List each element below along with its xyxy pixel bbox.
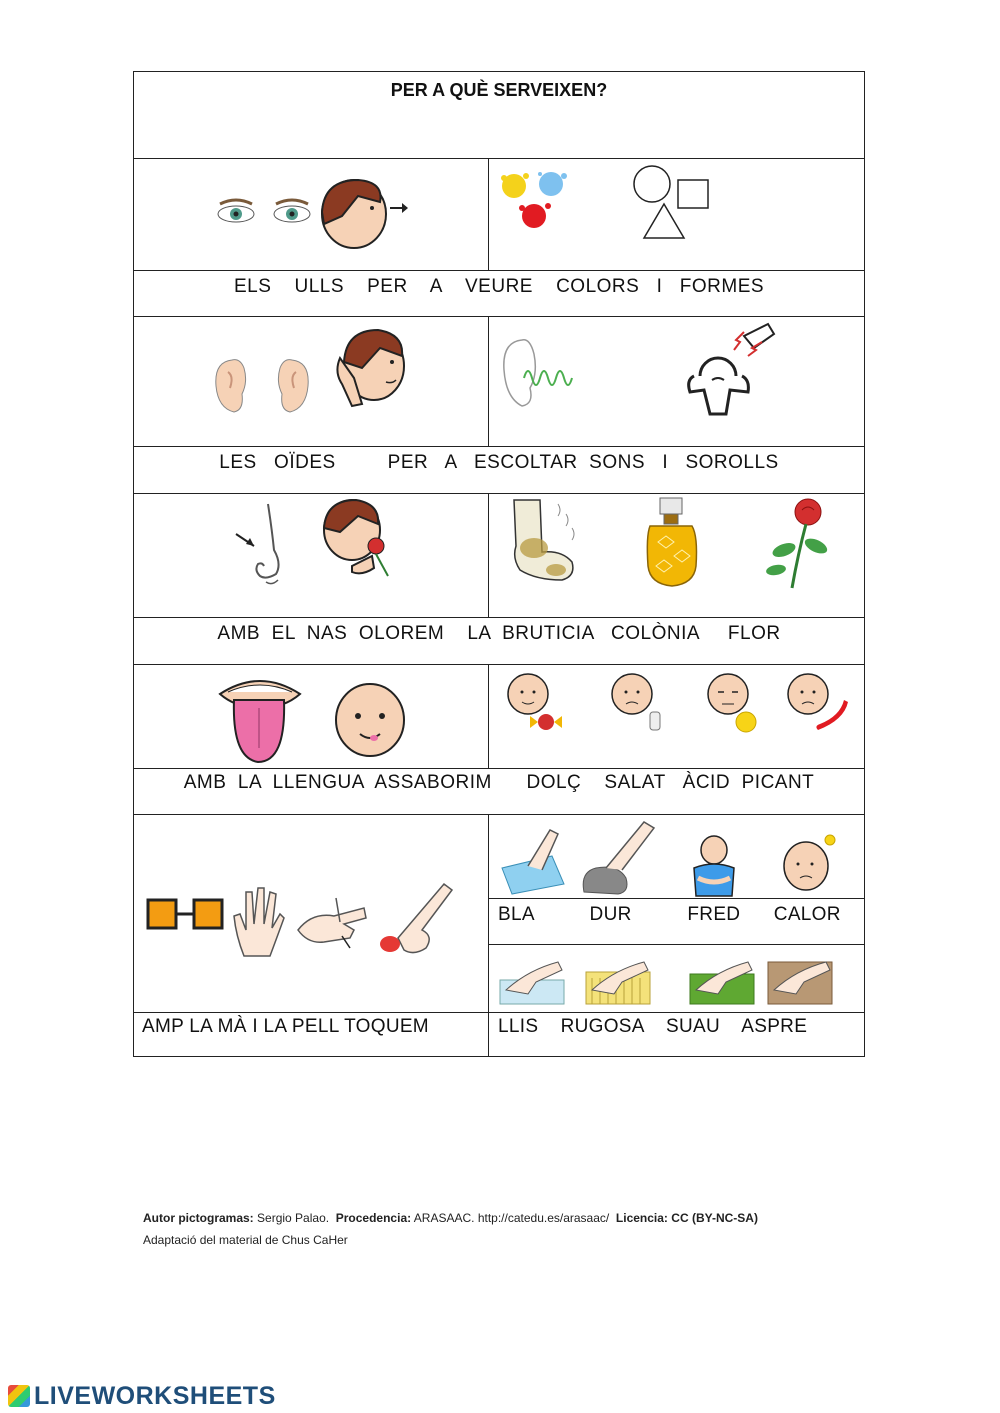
taste-caption: AMB LA LLENGUA ASSABORIM DOLÇ SALAT ÀCID PICANT (183, 772, 815, 793)
shapes-icon (630, 164, 720, 244)
license: CC (BY-NC-SA) (671, 1211, 758, 1225)
nose-icon (232, 500, 292, 592)
hot-face-icon (780, 832, 840, 896)
divider (488, 898, 864, 899)
author: Sergio Palao. (257, 1211, 330, 1225)
worksheet-table (133, 71, 865, 1057)
divider (488, 664, 489, 768)
divider (488, 944, 864, 945)
license-label: Licencia: (615, 1211, 668, 1225)
source-label: Procedencia: (335, 1211, 412, 1225)
soft-sponge-icon (498, 826, 574, 896)
cologne-bottle-icon (642, 496, 702, 590)
liveworksheets-icon (8, 1385, 30, 1407)
glasses-icon (146, 898, 226, 932)
head-smelling-flower-icon (318, 496, 398, 582)
rose-icon (762, 496, 832, 590)
divider (488, 814, 489, 1057)
divider (134, 768, 864, 769)
smooth-surface-icon (498, 954, 566, 1006)
soft-grass-icon (688, 954, 756, 1006)
ear-sound-icon (500, 334, 580, 414)
brand-name: LIVEWORKSHEETS (34, 1382, 276, 1410)
source: ARASAAC. http://catedu.es/arasaac/ (413, 1211, 610, 1225)
divider (134, 446, 864, 447)
head-looking-icon (314, 172, 414, 252)
divider (134, 814, 864, 815)
divider (134, 617, 864, 618)
divider (134, 493, 864, 494)
noise-person-icon (682, 320, 782, 420)
divider (488, 158, 489, 270)
sweet-face-icon (500, 670, 580, 740)
credits-line (143, 1211, 758, 1225)
adaptation-line: Adaptació del material de Chus CaHer (143, 1233, 348, 1247)
touch-words-bottom: LLIS RUGOSA SUAU ASPRE (498, 1016, 808, 1037)
finger-touch-icon (374, 878, 458, 958)
dirty-sock-icon (506, 496, 586, 586)
divider (134, 158, 864, 159)
coarse-wood-icon (766, 954, 834, 1006)
mouth-tongue-icon (214, 668, 306, 766)
head-listening-icon (332, 322, 412, 412)
hand-icon (230, 886, 286, 958)
divider (134, 664, 864, 665)
smell-caption: AMB EL NAS OLOREM LA BRUTICIA COLÒNIA FLOR (217, 623, 781, 644)
divider (134, 316, 864, 317)
page-title: PER A QUÈ SERVEIXEN? (390, 80, 608, 100)
hearing-caption: LES OÏDES PER A ESCOLTAR SONS I SOROLLS (219, 452, 779, 473)
divider (134, 270, 864, 271)
brand-logo[interactable] (8, 1382, 276, 1411)
ears-icon (210, 352, 320, 422)
rough-surface-icon (584, 954, 652, 1006)
sour-face-icon (700, 670, 770, 740)
color-splashes-icon (496, 168, 586, 238)
salty-face-icon (604, 670, 674, 740)
face-tasting-icon (330, 678, 410, 760)
touch-caption: AMP LA MÀ I LA PELL TOQUEM (142, 1016, 429, 1037)
divider (134, 1012, 864, 1013)
spicy-face-icon (784, 670, 860, 740)
hard-stone-icon (578, 820, 662, 896)
divider (488, 493, 489, 617)
author-label: Autor pictogramas: (143, 1211, 254, 1225)
sight-caption: ELS ULLS PER A VEURE COLORS I FORMES (233, 276, 765, 297)
touch-words-top: BLA DUR FRED CALOR (498, 904, 841, 925)
hands-touch-icon (294, 890, 370, 956)
divider (488, 316, 489, 446)
cold-person-icon (686, 834, 742, 898)
